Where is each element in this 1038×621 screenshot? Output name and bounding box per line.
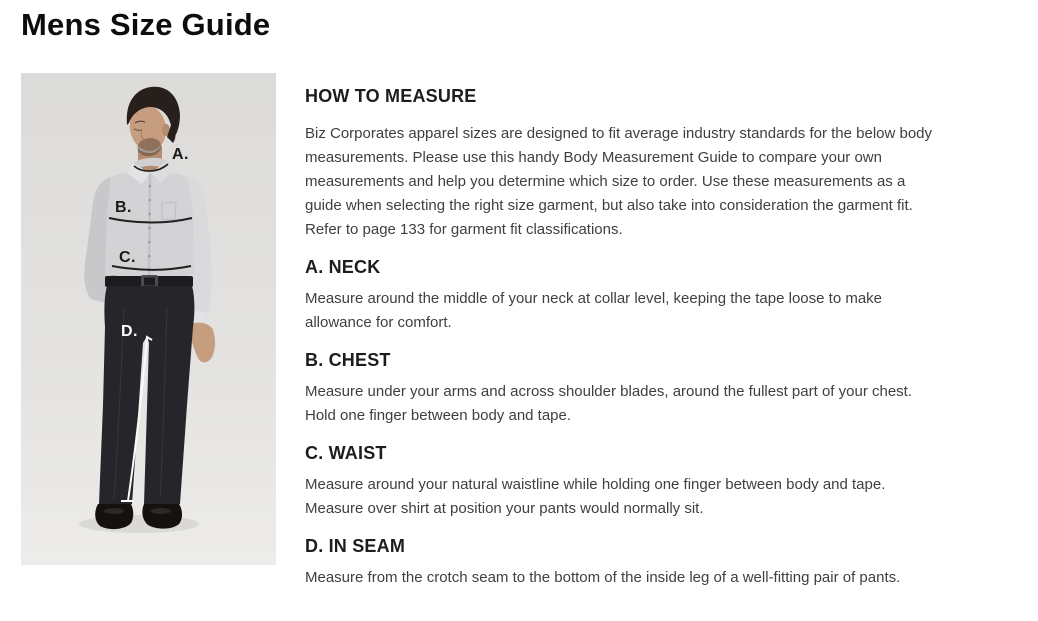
pants bbox=[99, 286, 194, 504]
measure-section-chest bbox=[305, 349, 941, 428]
how-to-measure-content bbox=[305, 85, 941, 590]
neck-section-heading: A. NECK bbox=[305, 257, 381, 277]
measure-label-inseam: D. bbox=[121, 323, 138, 340]
how-to-measure-heading: HOW TO MEASURE bbox=[305, 86, 477, 106]
waist-section-heading: C. WAIST bbox=[305, 443, 387, 463]
measure-section-inseam bbox=[305, 535, 941, 590]
right-shoe bbox=[142, 504, 182, 529]
measure-label-chest: B. bbox=[115, 199, 132, 216]
how-to-measure-intro: Biz Corporates apparel sizes are designed to fit average industry standards for the below body measurements. Please use this handy Body Measurement Guide to compare your own measurements and help you determine which size to order. Use these measurements as a guide when selecting the right size garment, but also take into consideration the garment fit. Refer to page 133 for garment fit classifications. bbox=[305, 125, 933, 238]
page-title: Mens Size Guide bbox=[21, 7, 271, 42]
waist-section-text: Measure around your natural waistline while holding one finger between body and tape. Measure over shirt at position your pants would normally sit. bbox=[305, 476, 886, 517]
size-guide-photo bbox=[21, 73, 276, 565]
right-hand bbox=[189, 323, 215, 363]
measure-label-neck: A. bbox=[172, 146, 189, 163]
man-figure-illustration bbox=[21, 73, 276, 565]
inseam-section-heading: D. IN SEAM bbox=[305, 536, 406, 556]
chest-section-text: Measure under your arms and across shoulder blades, around the fullest part of your chest. Hold one finger between body and tape. bbox=[305, 383, 912, 424]
right-shoe-shine bbox=[151, 508, 171, 514]
shirt-placket bbox=[149, 174, 150, 276]
neck-section-text: Measure around the middle of your neck at collar level, keeping the tape loose to make allowance for comfort. bbox=[305, 290, 883, 331]
left-shoe-shine bbox=[104, 508, 124, 514]
measure-section-neck bbox=[305, 256, 941, 335]
measure-label-waist: C. bbox=[119, 249, 136, 266]
left-shoe bbox=[95, 504, 133, 529]
belt-buckle-inner bbox=[144, 278, 155, 286]
chest-section-heading: B. CHEST bbox=[305, 350, 391, 370]
measure-section-waist bbox=[305, 442, 941, 521]
inseam-section-text: Measure from the crotch seam to the bottom of the inside leg of a well-fitting pair of pants. bbox=[305, 569, 901, 586]
